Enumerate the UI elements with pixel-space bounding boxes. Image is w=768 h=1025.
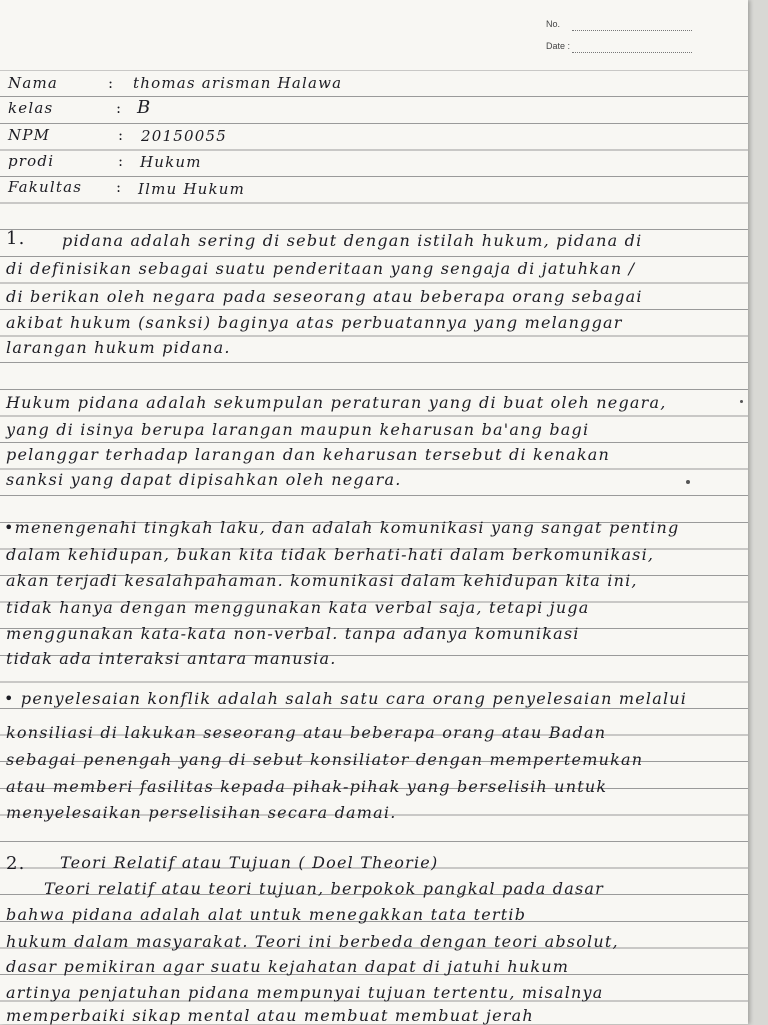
text-line: yang di isinya berupa larangan maupun keharusan ba'ang bagi bbox=[6, 420, 590, 439]
field-label-kelas: kelas bbox=[8, 99, 54, 117]
text-line: di definisikan sebagai suatu penderitaan yang sengaja di jatuhkan / bbox=[6, 259, 636, 278]
field-value-prodi: Hukum bbox=[140, 153, 202, 171]
text-line: pelanggar terhadap larangan dan keharusan tersebut di kenakan bbox=[6, 445, 611, 464]
text-line: menyelesaikan perselisihan secara damai. bbox=[6, 803, 397, 822]
date-line bbox=[572, 52, 692, 53]
field-value-fakultas: Ilmu Hukum bbox=[138, 180, 246, 198]
answer-1-number: 1. bbox=[6, 228, 26, 249]
answer-2-number: 2. bbox=[6, 853, 26, 874]
ink-dot bbox=[686, 480, 690, 484]
text-line: sanksi yang dapat dipisahkan oleh negara. bbox=[6, 470, 402, 489]
text-line: pidana adalah sering di sebut dengan istilah hukum, pidana di bbox=[62, 231, 643, 250]
text-line: •menengenahi tingkah laku, dan adalah komunikasi yang sangat penting bbox=[4, 518, 680, 537]
field-label-npm: NPM bbox=[8, 126, 51, 144]
text-line: hukum dalam masyarakat. Teori ini berbeda dengan teori absolut, bbox=[6, 932, 619, 951]
no-line bbox=[572, 30, 692, 31]
text-line: atau memberi fasilitas kepada pihak-pihak yang berselisih untuk bbox=[6, 777, 608, 796]
ink-dot bbox=[740, 400, 743, 403]
text-line: tidak hanya dengan menggunakan kata verbal saja, tetapi juga bbox=[6, 598, 590, 617]
text-line: menggunakan kata-kata non-verbal. tanpa adanya komunikasi bbox=[6, 624, 580, 643]
colon: : bbox=[118, 152, 124, 170]
text-line: dalam kehidupan, bukan kita tidak berhati-hati dalam berkomunikasi, bbox=[6, 545, 655, 564]
colon: : bbox=[118, 126, 124, 144]
text-line: Teori relatif atau teori tujuan, berpokok pangkal pada dasar bbox=[44, 879, 604, 898]
text-line: di berikan oleh negara pada seseorang atau beberapa orang sebagai bbox=[6, 287, 643, 306]
field-label-nama: Nama bbox=[8, 74, 59, 92]
field-label-prodi: prodi bbox=[8, 152, 55, 170]
date-label: Date : bbox=[546, 41, 571, 51]
page-header-area bbox=[0, 0, 748, 70]
text-line: dasar pemikiran agar suatu kejahatan dapat di jatuhi hukum bbox=[6, 957, 570, 976]
field-value-kelas: B bbox=[137, 97, 152, 118]
colon: : bbox=[116, 99, 122, 117]
field-label-fakultas: Fakultas bbox=[8, 178, 83, 196]
text-line: konsiliasi di lakukan seseorang atau beberapa orang atau Badan bbox=[6, 723, 607, 742]
text-line: Hukum pidana adalah sekumpulan peraturan yang di buat oleh negara, bbox=[6, 393, 667, 412]
text-line: memperbaiki sikap mental atau membuat membuat jerah bbox=[6, 1006, 534, 1025]
text-line: tidak ada interaksi antara manusia. bbox=[6, 649, 337, 668]
field-value-nama: thomas arisman Halawa bbox=[133, 74, 343, 92]
field-value-npm: 20150055 bbox=[141, 127, 227, 145]
text-line: akibat hukum (sanksi) baginya atas perbuatannya yang melanggar bbox=[6, 313, 623, 332]
no-label: No. bbox=[546, 19, 561, 29]
colon: : bbox=[108, 74, 114, 92]
text-line: akan terjadi kesalahpahaman. komunikasi dalam kehidupan kita ini, bbox=[6, 571, 638, 590]
text-line: bahwa pidana adalah alat untuk menegakkan tata tertib bbox=[6, 905, 527, 924]
colon: : bbox=[116, 178, 122, 196]
text-line: sebagai penengah yang di sebut konsiliator dengan mempertemukan bbox=[6, 750, 644, 769]
text-line: artinya penjatuhan pidana mempunyai tujuan tertentu, misalnya bbox=[6, 983, 604, 1002]
text-line: larangan hukum pidana. bbox=[6, 338, 231, 357]
text-line: • penyelesaian konflik adalah salah satu cara orang penyelesaian melalui bbox=[4, 689, 688, 708]
answer-2-heading: Teori Relatif atau Tujuan ( Doel Theorie) bbox=[60, 853, 439, 872]
